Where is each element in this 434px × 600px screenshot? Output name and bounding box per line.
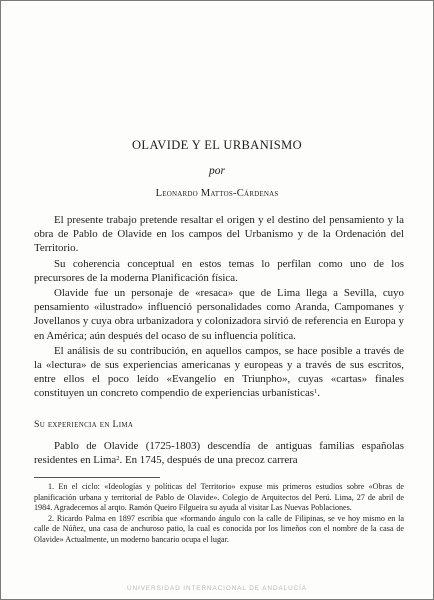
section-paragraph-part1: Pablo de Olavide (1725-1803) descendía de antiguas familias españolas residentes en Lima: [34, 440, 404, 467]
footnote-1: 1. En el ciclo: «Ideologías y políticas del Territorio» expuse mis primeros estudios sobre «Obras de planificación urbana y territorial de Pablo de Olavide». Colegio de Arquitectos del Perú. Lima, 27 de abril de 1984. Agradecemos al arqto. Ramón Queiro Filgueira su ayuda al visitar Las Nuevas Poblaciones.: [34, 482, 404, 512]
footnote-divider: [34, 477, 160, 478]
footnote-2: 2. Ricardo Palma en 1897 escribía que «formando ángulo con la calle de Filipinas, se ve hoy mismo en la calle de Núñez, una casa de anchuroso patio, la cual es conocida por los limeños con el nombre de la casa de Olavide» Actualmente, un moderno bancario ocupa el lugar.: [34, 513, 404, 544]
paragraph-4-text: El análisis de su contribución, en aquellos campos, se hace posible a través de la «lectura» de sus experiencias americanas y europeas y a través de sus escritos, entre ellos el poco leído «Evangelio en Triunpho», cuyas «cartas» finales constituyen un concreto compendio de experiencias urbanísticas: [34, 344, 404, 400]
paragraph-1: El presente trabajo pretende resaltar el origen y el destino del pensamiento y la obra de Pablo de Olavide en los campos del Urbanismo y de la Ordenación del Territorio.: [34, 214, 404, 255]
paragraph-2: Su coherencia conceptual en estos temas lo perfilan como uno de los precursores de la moderna Planificación física.: [34, 257, 404, 284]
section-body: [34, 439, 404, 467]
intro-body: [34, 213, 404, 401]
section-paragraph: [34, 439, 404, 467]
article-title: OLAVIDE Y EL URBANISMO: [131, 138, 303, 152]
watermark: UNIVERSIDAD INTERNACIONAL DE ANDALUCÍA: [127, 585, 307, 592]
footnote-ref-1[interactable]: 1: [314, 388, 318, 396]
section-heading: Su experiencia en Lima: [34, 419, 134, 430]
section-paragraph-part2: . En 1745, después de una precoz carrera: [119, 454, 298, 467]
byline-por: por: [209, 165, 225, 177]
article-author: Leonardo Mattos-Cárdenas: [155, 188, 279, 199]
paragraph-4: El análisis de su contribución, en aquellos campos, se hace posible a través de la «lectura» de sus experiencias americanas y europeas y a través de sus escritos, entre ellos el poco leído «Evangelio en Triunpho», cuyas «cartas» finales constituyen un concreto compendio de experiencias urbanísticas$^1$.: [34, 344, 404, 400]
footnotes: [34, 482, 404, 545]
paragraph-3: Olavide fue un personaje de «resaca» que de Lima llega a Sevilla, cuyo pensamiento «ilustrado» influenció personalidades como Aranda, Campomanes y Jovellanos y cuya obra urbanizadora y colonizadora sirvió de referencia en Europa y en América; aún después del ocaso de su influencia política.: [34, 287, 404, 342]
footnote-ref-2[interactable]: 2: [116, 455, 120, 463]
